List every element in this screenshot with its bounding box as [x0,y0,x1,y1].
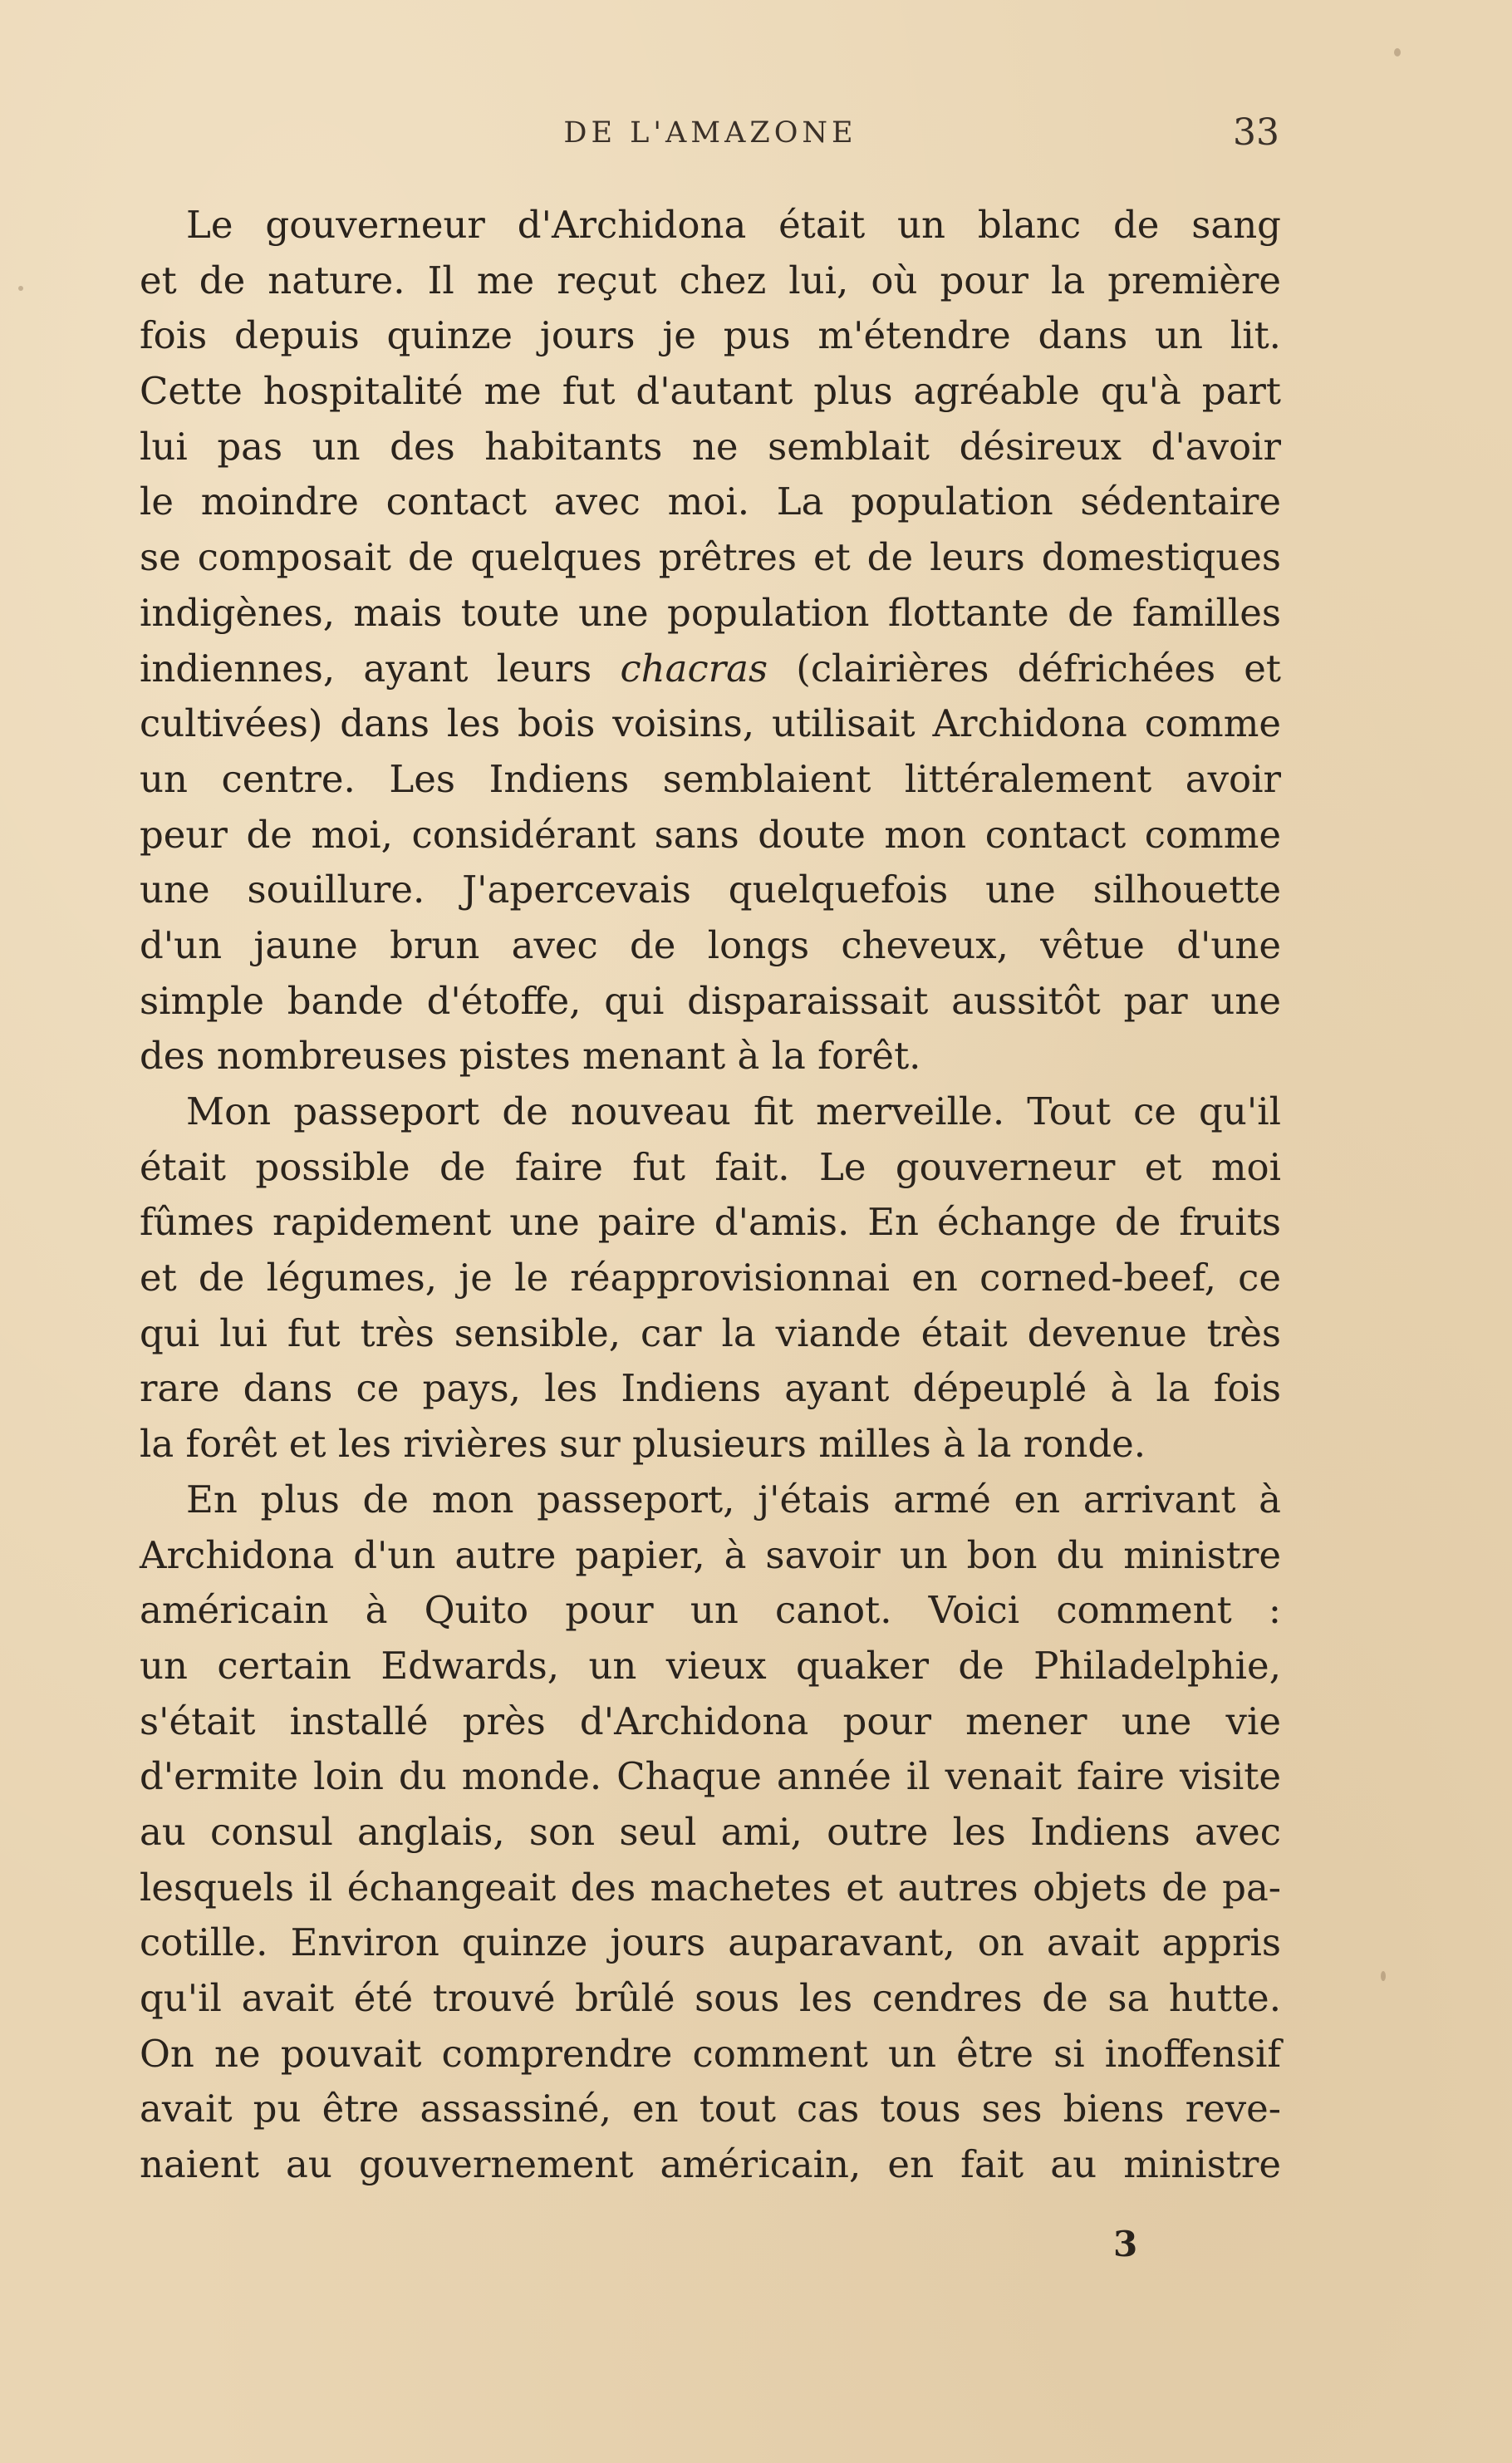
text-line: qu'il avait été trouvé brûlé sous les cendres de sa hutte. [140,1976,1281,2020]
text-line: un certain Edwards, un vieux quaker de Philadelphie, [140,1643,1281,1688]
text-line: Mon passeport de nouveau fit merveille. Tout ce qu'il [186,1089,1281,1133]
text-line: Le gouverneur d'Archidona était un blanc de sang [186,203,1281,247]
text-line: avait pu être assassiné, en tout cas tous ses biens reve- [140,2087,1281,2131]
text-line: Cette hospitalité me fut d'autant plus agréable qu'à part [140,369,1281,414]
text-line: le moindre contact avec moi. La population sédentaire [140,479,1281,524]
text-line: la forêt et les rivières sur plusieurs milles à la ronde. [140,1422,1146,1467]
text-line: américain à Quito pour un canot. Voici comment : [140,1588,1281,1633]
text-line: était possible de faire fut fait. Le gouverneur et moi [140,1144,1281,1189]
page-number: 33 [1233,111,1279,154]
text-line: d'ermite loin du monde. Chaque année il venait faire visite [140,1754,1281,1799]
text-line: On ne pouvait comprendre comment un être si inoffensif [140,2031,1281,2076]
running-title: DE L'AMAZONE [563,116,857,150]
text-line-with-italic [140,642,1281,697]
text-line: Archidona d'un autre papier, à savoir un bon du ministre [140,1532,1281,1577]
text-line: s'était installé près d'Archidona pour mener une vie [140,1699,1281,1743]
paper-speck [1394,48,1401,57]
text-line: simple bande d'étoffe, qui disparaissait aussitôt par une [140,978,1281,1023]
text-line: se composait de quelques prêtres et de leurs domestiques [140,535,1281,580]
text-line: En plus de mon passeport, j'étais armé en arrivant à [186,1477,1281,1522]
text-line: lesquels il échangeait des machetes et autres objets de pa- [140,1865,1281,1910]
text-line: et de légumes, je le réapprovisionnai en corned-beef, ce [140,1256,1281,1300]
text-line: une souillure. J'apercevais quelquefois une silhouette [140,868,1281,912]
text-line: qui lui fut très sensible, car la viande était devenue très [140,1310,1281,1355]
paper-speck [18,286,23,291]
italic-term: chacras [620,646,768,691]
text-line: peur de moi, considérant sans doute mon contact comme [140,812,1281,857]
text-line: et de nature. Il me reçut chez lui, où pour la première [140,258,1281,302]
text-segment: indiennes, ayant leurs [140,646,621,691]
text-line: fûmes rapidement une paire d'amis. En échange de fruits [140,1200,1281,1245]
text-line: indigènes, mais toute une population flottante de familles [140,590,1281,635]
text-line: au consul anglais, son seul ami, outre les Indiens avec [140,1809,1281,1854]
text-line: fois depuis quinze jours je pus m'étendre dans un lit. [140,313,1281,358]
running-head [141,111,1279,166]
text-line: des nombreuses pistes menant à la forêt. [140,1034,921,1079]
text-line: d'un jaune brun avec de longs cheveux, vêtue d'une [140,922,1281,967]
signature-mark: 3 [1113,2224,1138,2264]
paper-speck [1381,1971,1386,1981]
text-line: un centre. Les Indiens semblaient littéralement avoir [140,756,1281,801]
text-line: cotille. Environ quinze jours auparavant, on avait appris [140,1920,1281,1965]
text-segment: (clairières défrichées et [768,646,1281,691]
text-line: naient au gouvernement américain, en fait au ministre [140,2142,1281,2187]
body-text [140,198,1281,2193]
text-line: lui pas un des habitants ne semblait désireux d'avoir [140,424,1281,469]
text-line: cultivées) dans les bois voisins, utilisait Archidona comme [140,701,1281,746]
text-line: rare dans ce pays, les Indiens ayant dépeuplé à la fois [140,1366,1281,1411]
